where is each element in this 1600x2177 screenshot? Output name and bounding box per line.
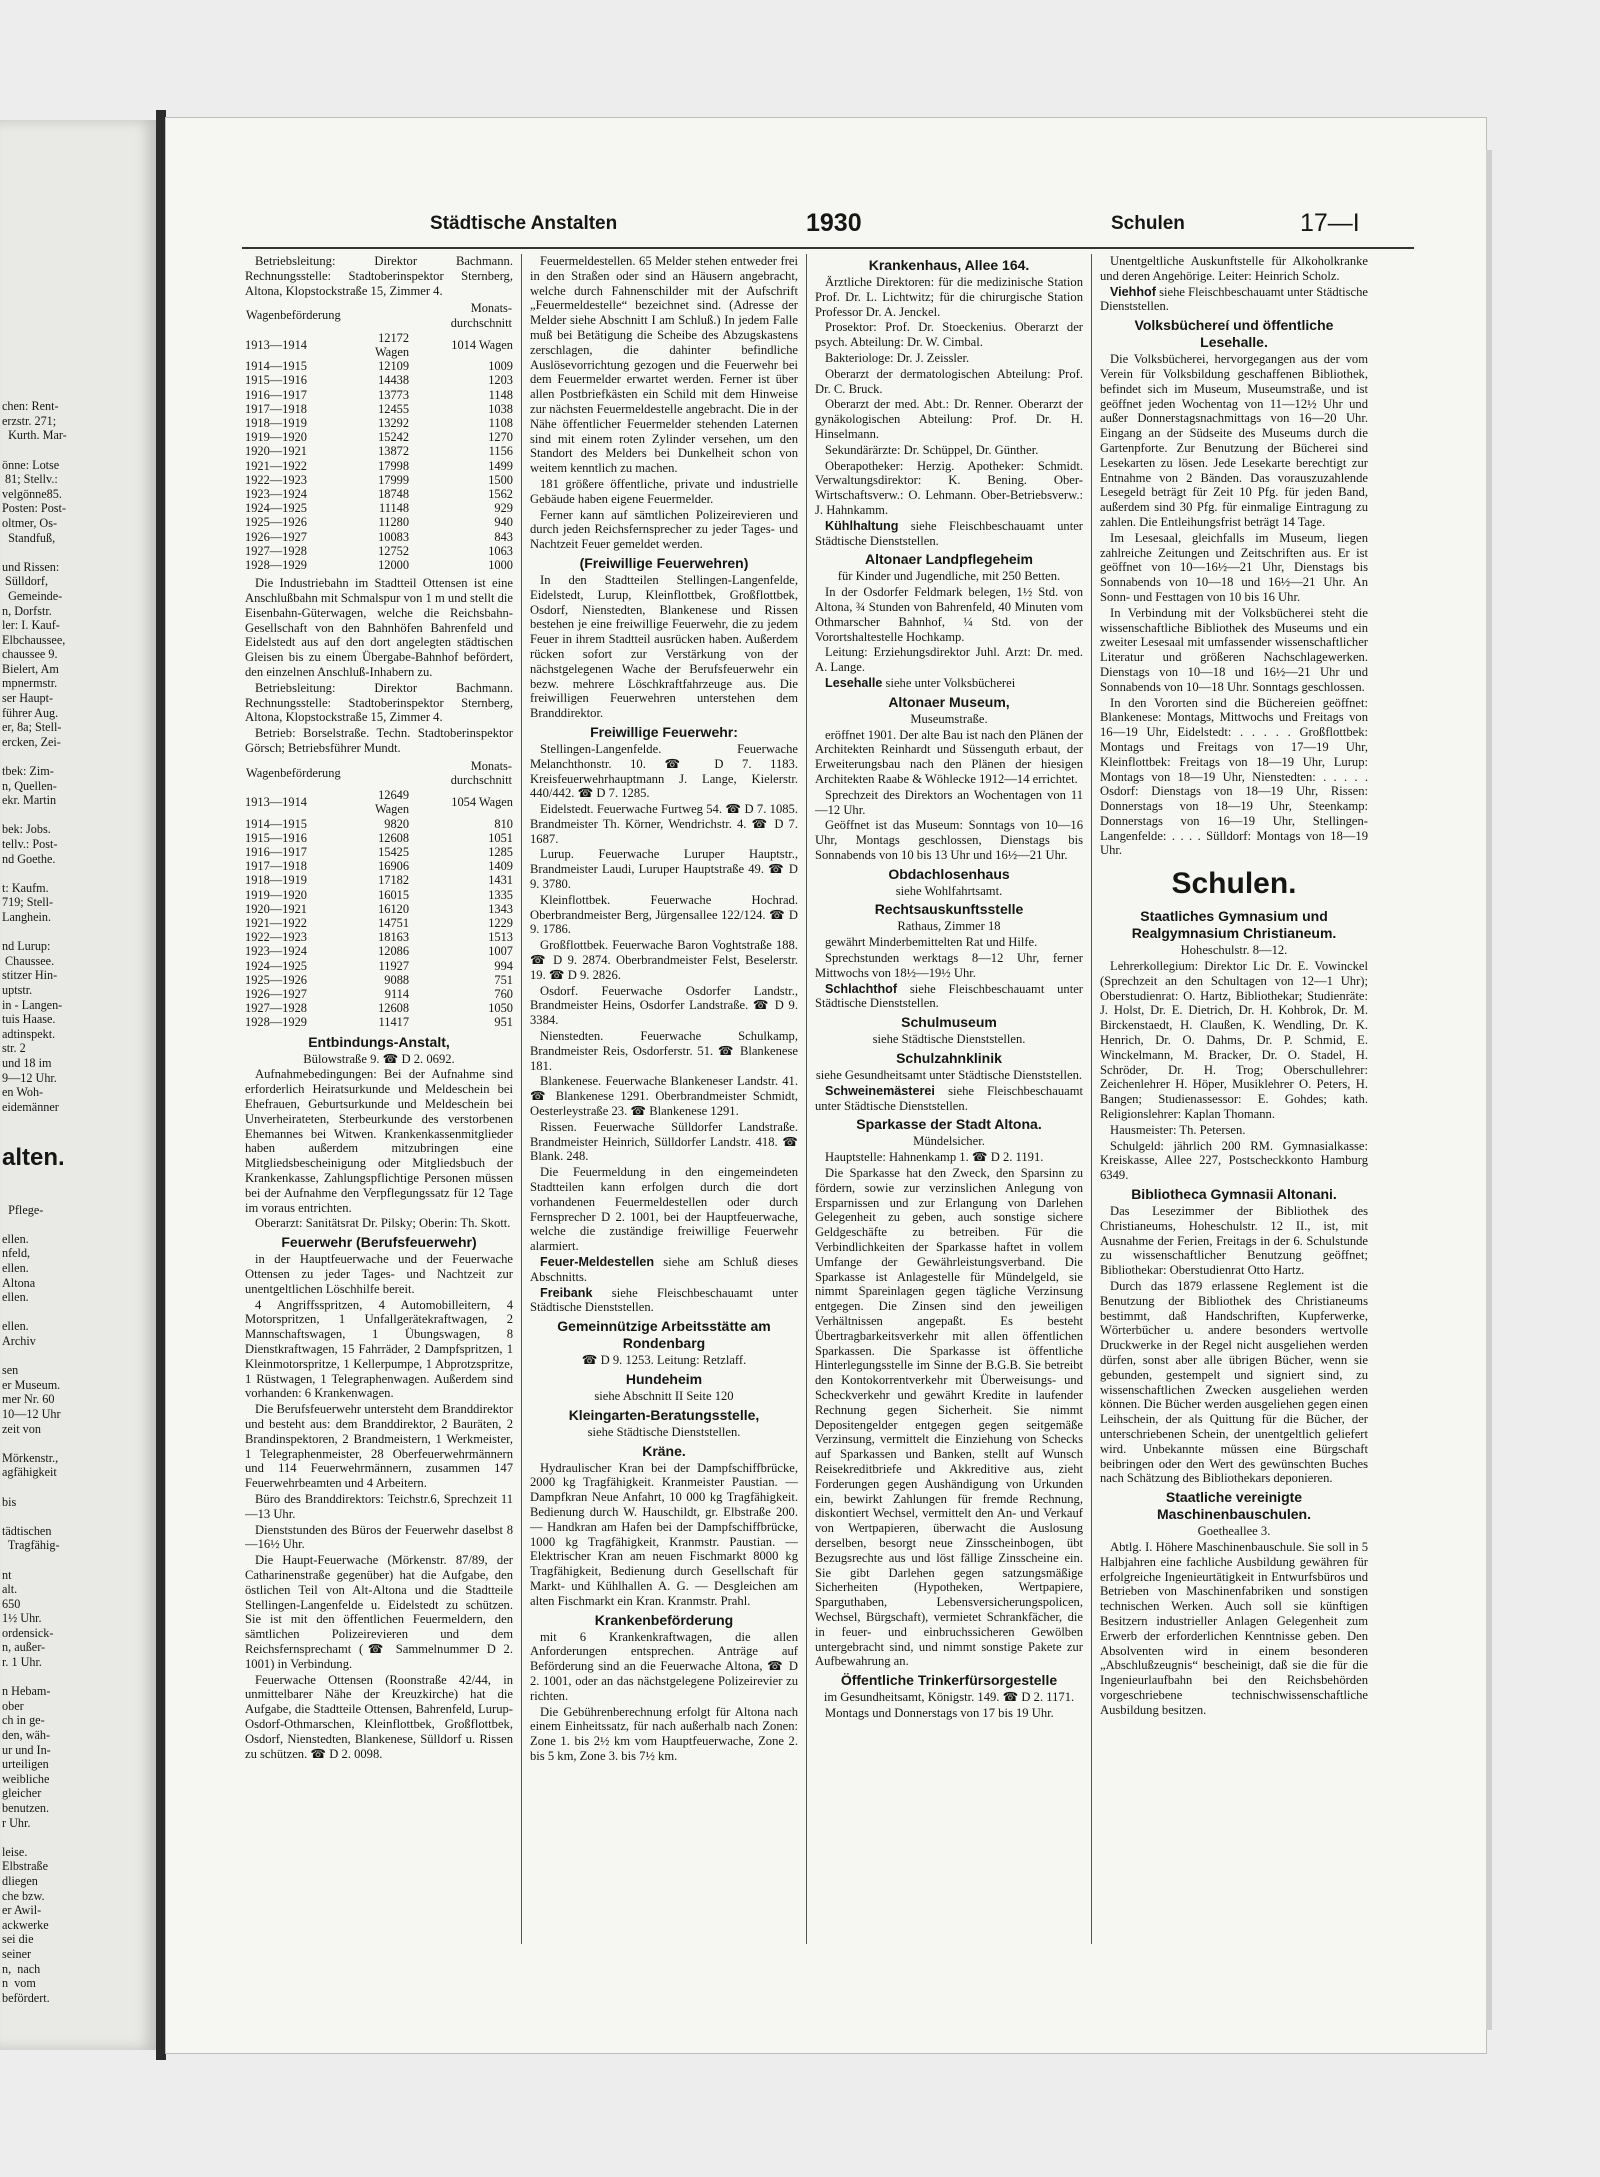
wagon-table-1-average: 1014 Wagen: [451, 337, 513, 352]
wagon-table-1-period: 1917—1918: [245, 401, 307, 416]
feuer-meldestellen-entry: [530, 1255, 798, 1285]
table-row: [245, 987, 513, 1001]
wagon-table-1-period: 1924—1925: [245, 501, 307, 516]
page-edge: [1486, 150, 1492, 2030]
rechtsauskunft-address: Rathaus, Zimmer 18: [897, 919, 1001, 934]
wagon-table-1-period: 1926—1927: [245, 529, 307, 544]
table-row: [245, 373, 513, 387]
wagon-table-1-average: 1270: [488, 430, 513, 445]
col2-p3: Ferner kann auf sämtlichen Polizeirevieren und durch jeden Reichsfernsprecher zu jeder Tages- und Nachtzeit Feuer gemeldet werden.: [530, 507, 798, 552]
col3-p18: Montags und Donnerstags von 17 bis 19 Uhr.: [825, 1705, 1054, 1720]
column-2: [530, 254, 798, 1944]
col1-p9: Büro des Branddirektors: Teichstr.6, Sprechzeit 11—13 Uhr.: [245, 1491, 513, 1521]
wagon-table-2-period: 1913—1914: [245, 795, 307, 810]
freibank-text: siehe Fleischbeschauamt unter Städtische Dienststellen.: [530, 1285, 798, 1315]
col1-p2: Betriebsleitung: Direktor Bachmann. Rechnungsstelle: Stadtoberinspektor Sternberg, Altona, Klopstockstraße 15, Zimmer 4.: [245, 680, 513, 725]
wagon-table-2-average: 760: [494, 987, 513, 1002]
col1-p3: Betrieb: Borselstraße. Techn. Stadtoberinspektor Görsch; Betriebsführer Mundt.: [245, 726, 513, 756]
heading-schweinemaesterei: Schweinemästerei: [825, 1083, 935, 1098]
wagon-table-2-period: 1927—1928: [245, 1001, 307, 1016]
wagon-table-1-period: 1922—1923: [245, 472, 307, 487]
wagon-table-1: [245, 300, 513, 572]
wagon-table-1-average: 1148: [488, 387, 513, 402]
table-row: [245, 558, 513, 572]
wagon-table-1-average: 1562: [488, 487, 513, 502]
col3-p15: Hauptstelle: Hahnenkamp 1. ☎ D 2. 1191.: [825, 1150, 1044, 1165]
wagon-table-2-total: 16906: [378, 859, 410, 874]
wagon-table-2-period: 1920—1921: [245, 901, 307, 916]
col1-p4: Aufnahmebedingungen: Bei der Aufnahme sind erforderlich Heiratsurkunde und Meldeschein bei Ehefrauen, Geburtsurkunde und Meldeschein bei Unverheirateten, Sterbeurkunde des verstorbenen Ehemannes bei Witwen. Krankenkassenmitglieder haben außerdem mitzubringen eine Mitgliedsbescheinigung oder Mitgliedsbuch der Krankenkasse, Zahlungspflichtige Personen müssen bei der Aufnahme den Verpflegungssatz für 12 Tage im voraus entrichten.: [245, 1067, 513, 1215]
heading-entbindung: Entbindungs-Anstalt,: [308, 1033, 450, 1050]
wagon-table-1-average: 1500: [488, 472, 513, 487]
wagon-table-2-period: 1917—1918: [245, 859, 307, 874]
wagon-table-2-average: 994: [494, 958, 513, 973]
column-separator-3: [1091, 254, 1092, 1944]
wagon-table-2-average: 1409: [488, 859, 513, 874]
wagon-table-1-total: 18748: [378, 487, 410, 502]
col1-p12: Feuerwache Ottensen (Roonstraße 42/44, in unmittelbarer Nähe der Kreuzkirche) hat die Aufgabe, die Stadtteile Ottensen, Bahrenfeld, Lurup-Osdorf-Othmarschen, Kleinflottbek, Großflottbek, Osdorf, Nienstedten, Blankenese, Sülldorf u. Rissen zu schützen. ☎ D 2. 0098.: [245, 1672, 513, 1761]
wagon-table-2-period: 1928—1929: [245, 1015, 307, 1030]
heading-volksbuecherei: Volksbüchereí und öffentliche Lesehalle.: [1134, 317, 1334, 351]
col3-p2: Prosektor: Prof. Dr. Stoeckenius. Oberarzt der psych. Abteilung: Dr. W. Cimbal.: [815, 320, 1083, 350]
col3-p16: Die Sparkasse hat den Zweck, den Sparsinn zu fördern, sowie zur verzinslichen Anlegung von Ersparnissen und zur Erlangung von Darlehen Gelegenheit zu geben, auch sonstige sichere Geldgeschäfte zu betreiben. Für die Verbindlichkeiten der Sparkasse haftet in vollem Umfange der Gewährleistungsverband. Die Sparkasse ist Anlagestelle für Mündelgeld, sie nimmt Spareinlagen gegen tägliche Verzinsung entgegen. Die Zinsen sind den jeweiligen Verhältnissen angepaßt. Es besteht Übertragbarkeitsverkehr mit allen öffentlichen Sparkassen. Die Sparkasse ist öffentliche Hinterlegungsstelle im Sinne der B.G.B. Sie betreibt den Kontokorrentverkehr mit Überweisungs- und Scheckverkehr und gewährt Kredite in laufender Rechnung gegen Sicherheit. Sie nimmt Depositengelder entgegen gegen seitgemäße Verzinsung, vermittelt die Einziehung von Schecks auf Sparkassen und Banken, stellt auf Wunsch Reisekreditbriefe und Akkreditive aus, zieht Forderungen gegen Aushändigung von Urkunden ein, bewirkt Zahlungen für fremde Rechnung, diskontiert Wechsel, vermittelt den An- und Verkauf von Wertpapieren, überwacht die Auslosung derselben, besorgt neue Zinsscheinbogen, übt Bezugsrechte aus und löst fällige Zinsscheine ein. Sie gibt Darlehen gegen satzungsmäßige Sicherheiten (Hypotheken, Wertpapiere, Sparguthaben, Lebensversicherungspolicen, Wechsel, Bürgschaft), vermietet Schrankfächer, die in feuer- und einbruchssicheren Gewölben untergebracht sind, und nimmt sonstige Pakete zur Aufbewahrung an.: [815, 1166, 1083, 1669]
heading-rechtsauskunft: Rechtsauskunftsstelle: [874, 901, 1024, 918]
heading-viehhof: Viehhof: [1110, 284, 1156, 299]
entbindung-address: Bülowstraße 9. ☎ D 2. 0692.: [303, 1051, 455, 1066]
heading-krankenhaus: Krankenhaus, Allee 164.: [868, 257, 1030, 273]
wagon-table-1-total: 11148: [379, 501, 410, 516]
table-row: [245, 831, 513, 845]
col3-p12: Geöffnet ist das Museum: Sonntags von 10—16 Uhr, Montags geschlossen, Dienstags bis Sonnabends von 10 bis 13 Uhr und 16½—21 Uhr.: [815, 818, 1083, 862]
wagon-table-1-average: 1009: [488, 359, 513, 374]
wagon-table-2-period: 1914—1915: [245, 816, 307, 831]
wagon-table-2-period: 1919—1920: [245, 887, 307, 902]
hundeheim-text: siehe Abschnitt II Seite 120: [594, 1388, 734, 1403]
running-header: [430, 209, 1410, 241]
wagon-table-2-average: 1051: [488, 830, 513, 845]
viehhof-entry: [1100, 285, 1368, 315]
heading-maschinenbauschulen: Staatliche vereinigte Maschinenbauschulen.: [1156, 1489, 1312, 1523]
table-row: [245, 430, 513, 444]
schlachthof-entry: [815, 982, 1083, 1012]
table-row: [245, 944, 513, 958]
wagon-table-2-period: 1916—1917: [245, 845, 307, 860]
col2-p16: mit 6 Krankenkraftwagen, die allen Anforderungen entsprechen. Anträge auf Beförderung sind an die Feuerwache Altona, ☎ D 2. 1001, oder an das nächstgelegene Polizeirevier zu richten.: [530, 1629, 798, 1703]
col4-p10: Durch das 1879 erlassene Reglement ist die Benutzung der Bibliothek des Christianeums bestimmt, daß Handschriften, Kupferwerke, Wörterbücher u. andere besonders wertvolle Druckwerke in der Regel nicht ausgeliehen werden dürfen, sonst aber alle übrigen Bücher, wenn sie gebunden, gestempelt und signiert sind, zu wissenschaftlichen Zwecken ausgeliehen werden können. Die Bücher werden ausgeliehen gegen einen Leihschein, der als Quittung für die Bücher, der unterschriebenen Schein, der unentgeltlich geliefert wird. Unbekannte müssen eine Bürgschaft beibringen oder den Wert des gewünschten Buches nach Schätzung des Bibliothekars deponieren.: [1100, 1279, 1368, 1486]
col4-p7: Hausmeister: Th. Petersen.: [1110, 1122, 1246, 1137]
col3-p3: Bakteriologe: Dr. J. Zeissler.: [825, 350, 970, 365]
col2-p6: Eidelstedt. Feuerwache Furtweg 54. ☎ D 7. 1085. Brandmeister Th. Körner, Wendrichstr. 4. ☎ D 7. 1687.: [530, 802, 798, 846]
wagon-table-1-head-avg: Monats-durchschnitt: [450, 301, 512, 330]
col1-p11: Die Haupt-Feuerwache (Mörkenstr. 87/89, der Catharinenstraße gegenüber) hat die Aufgabe, den östlichen Teil von Alt-Altona und die Stadtteile Stellingen-Langenfelde u. Eidelstedt zu schützen. Sie ist mit den öffentlichen Feuermeldern, den sämtlichen Polizeirevieren und dem Reichsfernsprechamt (☎ Sammelnummer D 2. 1001) in Verbindung.: [245, 1553, 513, 1671]
table-row: [245, 873, 513, 887]
wagon-table-2-average: 1343: [488, 901, 513, 916]
table-row: [245, 859, 513, 873]
table-row: [245, 544, 513, 558]
heading-landpflegeheim: Altonaer Landpflegeheim: [864, 551, 1034, 568]
column-separator-2: [806, 254, 807, 1944]
table-row: [245, 388, 513, 402]
heading-krankenbefoerderung: Krankenbeförderung: [594, 1611, 734, 1628]
wagon-table-2-total: 12608: [378, 830, 410, 845]
wagon-table-2-average: 1513: [488, 930, 513, 945]
heading-kraene: Kräne.: [642, 1442, 686, 1459]
wagon-table-2-average: 1335: [488, 887, 513, 902]
col4-p9: Das Lesezimmer der Bibliothek des Christianeums, Hoheschulstr. 12 II., ist, mit Ausnahme der Ferien, Freitags in der 6. Schulstunde zu wissenschaftlicher Benutzung geöffnet; Bibliothekar: Oberstudienrat Otto Hartz.: [1100, 1204, 1368, 1278]
col4-p11: Abtlg. I. Höhere Maschinenbauschule. Sie soll in 5 Halbjahren eine fachliche Ausbildung gewähren für erfolgreiche Ingenieurtätigkeit in Entwurfsbüros und Betrieben von Maschinenfabriken und sonstigen technischen Werken. Auch soll sie künftigen Besitzern industrieller Anlagen Gelegenheit zum Erwerb der erforderlichen Kenntnisse geben. Den Absolventen wird in einem besonderen „Abschlußzeugnis“ bescheinigt, daß sie die für die Ingenieurlaufbahn bei den Reichsbehörden vorgeschriebene technischwissenschaftliche Ausbildung besitzen.: [1100, 1539, 1368, 1717]
table-row: [245, 459, 513, 473]
wagon-table-1-period: 1927—1928: [245, 543, 307, 558]
wagon-table-2-total: 18163: [378, 930, 410, 945]
wagon-table-1-average: 1038: [488, 401, 513, 416]
wagon-table-2: [245, 758, 513, 1030]
lesehalle-text: siehe unter Volksbücherei: [882, 675, 1016, 690]
header-section-right: Schulen: [1111, 213, 1185, 234]
col2-p2: 181 größere öffentliche, private und industrielle Gebäude haben eigene Feuermelder.: [530, 476, 798, 506]
col3-p8: In der Osdorfer Feldmark belegen, 1½ Std. von Altona, ¾ Stunden von Bahrenfeld, 40 Minuten vom Othmarscher Bahnhof, ¼ Std. von der Vorortshaltestelle Hochkamp.: [815, 585, 1083, 644]
wagon-table-2-total: 12608: [378, 1001, 410, 1016]
heading-schlachthof: Schlachthof: [825, 981, 898, 996]
wagon-table-2-average: 1285: [488, 845, 513, 860]
landpflegeheim-sub: für Kinder und Jugendliche, mit 250 Betten.: [837, 569, 1061, 584]
wagon-table-2-total: 9088: [384, 972, 410, 987]
wagon-table-2-average: 751: [494, 972, 513, 987]
facing-heading: alten.: [2, 1144, 65, 1172]
freibank-entry: [530, 1286, 798, 1316]
col1-p6: in der Hauptfeuerwache und der Feuerwache Ottensen zu jeder Tages- und Nachtzeit zur unentgeltlichen Löschhilfe bereit.: [245, 1252, 513, 1296]
table-row: [245, 1001, 513, 1015]
wagon-table-1-period: 1914—1915: [245, 359, 307, 374]
table-row: [245, 444, 513, 458]
wagon-table-1-total: 13292: [378, 416, 410, 431]
heading-kleingarten: Kleingarten-Beratungsstelle,: [568, 1406, 760, 1423]
table-row: [245, 530, 513, 544]
wagon-table-1-period: 1925—1926: [245, 515, 307, 530]
table-row: [245, 817, 513, 831]
header-rule: [242, 247, 1414, 249]
wagon-table-2-total: 16015: [378, 887, 410, 902]
wagon-table-1-period: 1918—1919: [245, 416, 307, 431]
table-row: [245, 888, 513, 902]
column-1: [245, 254, 513, 1944]
col4-p5: In den Vororten sind die Büchereien geöffnet: Blankenese: Montags, Mittwochs und Freitags von 16—19 Uhr, Eidelstedt: . . . . . Großflottbek: Montags und Freitags von 17—19 Uhr, Kleinflottbek: Freitags von 18—19 Uhr, Lurup: Montags von 18—19 Uhr, Nienstedten: . . . . . Osdorf: Dienstags von 18—19 Uhr, Rissen: Donnerstags von 18—19 Uhr, Steenkamp: Donnerstags von 16—19 Uhr, Stellingen-Langenfelde: . . . . Sülldorf: Montags von 18—19 Uhr.: [1100, 695, 1368, 858]
col2-p14: Die Feuermeldung in den eingemeindeten Stadtteilen kann erfolgen durch die dort vorhandenen Feuermeldestellen oder durch Fernsprecher D 2. 1001, bei der Hauptfeuerwache, welche die zuständige freiwillige Feuerwehr alarmiert.: [530, 1165, 798, 1254]
wagon-table-1-head: Wagenbeförderung: [246, 308, 341, 323]
table-row: [245, 788, 513, 816]
wagon-table-1-total: 17998: [378, 458, 410, 473]
wagon-table-1-period: 1913—1914: [245, 337, 307, 352]
wagon-table-2-total: 17182: [378, 873, 410, 888]
sparkasse-sub: Mündelsicher.: [913, 1134, 985, 1149]
wagon-table-2-period: 1918—1919: [245, 873, 307, 888]
wagon-table-1-total: 12000: [378, 558, 410, 573]
wagon-table-1-period: 1928—1929: [245, 558, 307, 573]
wagon-table-1-average: 940: [494, 515, 513, 530]
col4-p6: Lehrerkollegium: Direktor Lic Dr. E. Vowinckel (Sprechzeit an den Schultagen von 12—1 Uhr); Oberstudienrat: O. Hartz, Bibliothekar; Studienräte: J. Holst, Dr. E. Dietrich, Dr. H. Kohbrok, Dr. M. Birckenstaedt, H. Claußen, K. Wendling, Dr. K. Henrich, Dr. O. Dahms, Dr. P. Schmid, E. Winckelmann, M. Bracker, Dr. O. Stadel, H. Schröder, Dr. H. Trog; Oberschullehrer: Zeichenlehrer H. Höper, Musiklehrer O. Peters, H. Bangen; Studienassessor: E. Gohdes; kath. Religionslehrer: Kaplan Thomann.: [1100, 959, 1368, 1122]
col3-p14: Sprechstunden werktags 8—12 Uhr, ferner Mittwochs von 18½—19½ Uhr.: [815, 951, 1083, 980]
column-3: [815, 254, 1083, 1944]
col2-p1: Feuermeldestellen. 65 Melder stehen entweder frei in den Straßen oder sind an Häusern angebracht, welche durch Fahnenschilder mit der Aufschrift „Feuermeldestelle“ bezeichnet sind. (Adresse der Melder siehe Abschnitt I am Schluß.) In jedem Falle muß bei Betätigung die Scheibe des Abzugskastens zerschlagen, die dahinter befindliche Auslösevorrichtung gezogen und die Feuerwehr bei dem Feuermelder erwartet werden. Ferner ist über allen Postbriefkästen ein Schild mit dem Hinweise zur nächsten Feuermeldestelle angebracht. Die in der Nähe öffentlicher Feuermelder stehenden Laternen sind mit einem roten Zylinder versehen, um den Standort des Melders bei Dunkelheit schon von weitem kenntlich zu machen.: [530, 254, 798, 476]
wagon-table-1-total: 12172 Wagen: [374, 330, 410, 359]
wagon-table-2-total: 9820: [384, 816, 410, 831]
heading-feuerwehr: Feuerwehr (Berufsfeuerwehr): [281, 1234, 477, 1251]
wagon-table-1-total: 10083: [378, 529, 410, 544]
header-section-left: Städtische Anstalten: [430, 213, 618, 234]
heading-trinkerfuersorge: Öffentliche Trinkerfürsorgestelle: [840, 1672, 1058, 1689]
table-row: [245, 359, 513, 373]
wagon-table-1-average: 1063: [488, 543, 513, 558]
heading-bibliotheca: Bibliotheca Gymnasii Altonani.: [1131, 1186, 1337, 1203]
heading-obdachlosenhaus: Obdachlosenhaus: [888, 865, 1010, 882]
wagon-table-1-period: 1916—1917: [245, 387, 307, 402]
wagon-table-1-period: 1915—1916: [245, 373, 307, 388]
col4-p8: Schulgeld: jährlich 200 RM. Gymnasialkasse: Kreiskasse, Allee 227, Postscheckkonto Hamburg 6349.: [1100, 1138, 1368, 1183]
wagon-table-1-average: 1108: [488, 416, 513, 431]
schweinemaesterei-text: siehe Fleischbeschauamt unter Städtische Dienststellen.: [815, 1083, 1083, 1113]
gymnasium-address: Hoheschulstr. 8—12.: [1180, 943, 1288, 958]
col3-p13: gewährt Minderbemittelten Rat und Hilfe.: [825, 935, 1038, 950]
col1-p1: Die Industriebahn im Stadtteil Ottensen ist eine Anschlußbahn mit Schmalspur von 1 m und stellt die Eisenbahn-Güterwagen, welche die Reichsbahn-Gesellschaft von den Bahnhöfen Bahrenfeld und Eidelstedt aus auf den dort angelegten städtischen Gleisen bis zu einem Übergabe-Bahnhof befördert, den einzelnen Anschluß-Inhabern zu.: [245, 576, 513, 680]
col3-p9: Leitung: Erziehungsdirektor Juhl. Arzt: Dr. med. A. Lange.: [815, 645, 1083, 675]
wagon-table-2-total: 11927: [378, 958, 410, 973]
heading-freiwillige: (Freiwillige Feuerwehren): [579, 554, 749, 571]
col2-p7: Lurup. Feuerwache Luruper Hauptstr., Brandmeister Laudi, Luruper Hauptstraße 49. ☎ D 9. 3780.: [530, 847, 798, 892]
col1-p5: Oberarzt: Sanitätsrat Dr. Pilsky; Oberin: Th. Skott.: [255, 1216, 511, 1231]
wagon-table-2-period: 1915—1916: [245, 830, 307, 845]
col1-intro: Betriebsleitung: Direktor Bachmann. Rechnungsstelle: Stadtoberinspektor Sternberg, Altona, Klopstockstraße 15, Zimmer 4.: [245, 254, 513, 298]
col4-p1: Unentgeltliche Auskunftstelle für Alkoholkranke und deren Angehörige. Leiter: Heinrich Scholz.: [1100, 254, 1368, 283]
schlachthof-text: siehe Fleischbeschauamt unter Städtische Dienststellen.: [815, 981, 1083, 1011]
wagon-table-2-period: 1924—1925: [245, 958, 307, 973]
wagon-table-1-average: 1156: [488, 444, 513, 459]
table-row: [245, 487, 513, 501]
schweinemaesterei-entry: [815, 1084, 1083, 1114]
wagon-table-2-period: 1926—1927: [245, 987, 307, 1002]
wagon-table-2-period: 1925—1926: [245, 972, 307, 987]
kuehlhaltung-entry: [815, 519, 1083, 549]
col2-p9: Großflottbek. Feuerwache Baron Voghtstraße 188. ☎ D 9. 2874. Oberbrandmeister Felst, Beselerstr. 19. ☎ D 9. 2826.: [530, 938, 798, 982]
col3-p17: im Gesundheitsamt, Königstr. 149. ☎ D 2. 1171.: [823, 1690, 1075, 1705]
wagon-table-2-total: 12649 Wagen: [374, 788, 410, 817]
col2-p4: In den Stadtteilen Stellingen-Langenfelde, Eidelstedt, Lurup, Kleinflottbek, Großflottbek, Osdorf, Nienstedten, Blankenese und Rissen bestehen je eine freiwillige Feuerwehr, die zu jedem Feuer in ihrem Stadtteil ausrücken haben. Außerdem rücken sofort zur Verstärkung von der nächstgelegenen Wache der Berufsfeuerwehr ein bezw. mehrere Löschkraftfahrzeuge aus. Die freiwilligen Feuerwehren unterstehen dem Branddirektor.: [530, 572, 798, 721]
wagon-table-2-period: 1923—1924: [245, 944, 307, 959]
column-separator-1: [521, 254, 522, 1944]
col3-p5: Oberarzt der med. Abt.: Dr. Renner. Oberarzt der gynäkologischen Abteilung: Prof. Dr. H. Hinselmann.: [815, 397, 1083, 441]
col4-p2: Die Volksbücherei, hervorgegangen aus der vom Verein für Volksbildung geschaffenen Bibliothek, befindet sich im Museum, Museumstraße, und ist geöffnet jeden Wochentag von 11—12½ Uhr und außer Donnerstagsnachmittags von 16—20 Uhr. Eingang an der Südseite des Museums durch die Gartenpforte. Zur Benutzung der Bücherei sind Lesekarten zu lösen. Jede Lesekarte berechtigt zur Entnahme von 2 Bänden. Das vorauszuzahlende Lesegeld beträgt für Zeit 10 Pfg. für jeden Band, außerdem sind 30 Pfg. für einmalige Eintragung zu zahlen. Die Entleihungsfrist beträgt 14 Tage.: [1100, 352, 1368, 529]
schulzahnklinik-text: siehe Gesundheitsamt unter Städtische Dienststellen.: [815, 1068, 1083, 1083]
wagon-table-1-total: 14438: [378, 373, 410, 388]
facing-lines-1: chen: Rent- erzstr. 271; Kurth. Mar- önne: Lotse 81; Stellv.: velgönne85. Posten: Post- oltmer, Os- Standfuß, und Rissen: Sülldorf, Gemeinde- n, Dorfstr. ler: I. Kauf- Elbchaussee, chaussee 9. Bielert, Am mpnermstr. ser Haupt- führer Aug. er, 8a; Stell- ercken, Zei- tbek: Zim- n, Quellen- ekr. Martin bek: Jobs. tellv.: Post- nd Goethe. t: Kaufm. 719; Stell- Langhein. nd Lurup: Chaussee. stitzer Hin- uptstr. in - Langen- tuis Haase. adtinspekt. str. 2 und 18 im 9—12 Uhr. en Woh- eidemänner: [2, 399, 67, 1114]
table-row: [245, 331, 513, 359]
table-row: [245, 402, 513, 416]
col3-p10: eröffnet 1901. Der alte Bau ist nach den Plänen der Architekten Reinhardt und Süssenguth erbaut, der Erweiterungsbau nach den Plänen der hiesigen Architekten Raabe & Wöhlecke 1912—14 errichtet.: [815, 727, 1083, 786]
col3-p11: Sprechzeit des Direktors an Wochentagen von 11—12 Uhr.: [815, 787, 1083, 817]
table-row: [245, 501, 513, 515]
maschinenbau-address: Goetheallee 3.: [1197, 1524, 1271, 1539]
heading-freiwillige-2: Freiwillige Feuerwehr:: [590, 723, 738, 740]
table-row: [245, 515, 513, 529]
lesehalle-entry: [815, 676, 1083, 691]
table-row: [245, 473, 513, 487]
heading-schulen: Schulen.: [1171, 867, 1297, 901]
wagon-table-2-total: 11417: [378, 1015, 410, 1030]
arbeitsstaette-text: ☎ D 9. 1253. Leitung: Retzlaff.: [581, 1353, 747, 1368]
heading-schulmuseum: Schulmuseum: [901, 1014, 997, 1031]
facing-page: [0, 120, 160, 2050]
wagon-table-1-total: 12752: [378, 543, 410, 558]
header-year: 1930: [806, 209, 862, 237]
col2-p17: Die Gebührenberechnung erfolgt für Altona nach einem Einheitssatz, für nach außerhalb nach Zonen: Zone 1. bis 2½ km vom Hauptfeuerwache, Zone 2. bis 5 km, Zone 3. bis 7½ km.: [530, 1704, 798, 1763]
heading-lesehalle: Lesehalle: [825, 675, 883, 690]
wagon-table-2-total: 9114: [384, 987, 410, 1002]
wagon-table-1-total: 13872: [378, 444, 410, 459]
wagon-table-1-period: 1920—1921: [245, 444, 307, 459]
wagon-table-2-average: 1431: [488, 873, 513, 888]
facing-lines-2: Pflege- ellen. nfeld, ellen. Altona ellen. ellen. Archiv sen er Museum. mer Nr. 60 10—12 Uhr zeit von Mörkenstr., agfähigkeit bis tädtischen Tragfähig- nt alt. 650 1½ Uhr. ordensick- n, außer- r. 1 Uhr. n Hebam- ober ch in ge- den, wäh- ur und In- urteiligen weibliche gleicher benutzen. r Uhr. leise. Elbstraße dliegen che bzw. er Awil- ackwerke sei die seiner n, nach n vom befördert.: [2, 1202, 61, 2005]
col2-p13: Rissen. Feuerwache Sülldorfer Landstraße. Brandmeister Heinrich, Sülldorfer Landstr. 418. ☎ Blank. 248.: [530, 1119, 798, 1164]
wagon-table-1-average: 1499: [488, 458, 513, 473]
wagon-table-1-period: 1921—1922: [245, 458, 307, 473]
book-gutter: [156, 110, 166, 2060]
col3-p6: Sekundärärzte: Dr. Schüppel, Dr. Günther.: [825, 442, 1039, 457]
wagon-table-1-total: 11280: [378, 515, 410, 530]
wagon-table-2-average: 1054 Wagen: [451, 795, 513, 810]
wagon-table-1-total: 17999: [378, 472, 410, 487]
wagon-table-1-total: 12455: [378, 401, 410, 416]
wagon-table-1-average: 1203: [488, 373, 513, 388]
wagon-table-1-period: 1923—1924: [245, 487, 307, 502]
museum-sub: Museumstraße.: [910, 711, 988, 726]
heading-gymnasium: Staatliches Gymnasium und Realgymnasium Christianeum.: [1131, 908, 1337, 942]
heading-kuehlhaltung: Kühlhaltung: [825, 518, 899, 533]
wagon-table-2-total: 15425: [378, 845, 410, 860]
wagon-table-1-total: 15242: [378, 430, 410, 445]
column-4: [1100, 254, 1368, 1944]
wagon-table-1-average: 1000: [488, 558, 513, 573]
heading-hundeheim: Hundeheim: [625, 1370, 703, 1387]
wagon-table-2-average: 1050: [488, 1001, 513, 1016]
heading-feuer-meldestellen: Feuer-Meldestellen: [540, 1255, 655, 1269]
col4-p3: Im Lesesaal, gleichfalls im Museum, liegen zahlreiche Zeitungen und Zeitschriften aus. Er ist geöffnet von 10—16½—21 Uhr, Dienstags bis Sonnabends von 10—18 und 16½—21 Uhr. An Sonn- und Festtagen von 10 bis 16 Uhr.: [1100, 530, 1368, 604]
kuehlhaltung-text: siehe Fleischbeschauamt unter Städtische Dienststellen.: [815, 518, 1083, 548]
table-row: [245, 416, 513, 430]
col2-p8: Kleinflottbek. Feuerwache Hochrad. Oberbrandmeister Berg, Jürgensallee 122/124. ☎ D 9. 1786.: [530, 892, 798, 937]
col1-p10: Dienststunden des Büros der Feuerwehr daselbst 8—16½ Uhr.: [245, 1522, 513, 1552]
heading-schulzahnklinik: Schulzahnklinik: [896, 1050, 1002, 1067]
heading-sparkasse: Sparkasse der Stadt Altona.: [856, 1116, 1042, 1133]
heading-museum: Altonaer Museum,: [888, 693, 1010, 710]
col3-p7: Oberapotheker: Herzig. Apotheker: Schmidt. Verwaltungsdirektor: K. Bening. Ober-Wirtschaftsverw.: O. Lehmann. Ober-Betriebsverw.: J. Hahnkamm.: [815, 458, 1083, 517]
page-number: 17—I: [1300, 209, 1360, 237]
col2-p10: Osdorf. Feuerwache Osdorfer Landstr., Brandmeister Heins, Osdorfer Landstraße. ☎ D 9. 3384.: [530, 983, 798, 1028]
col1-p7: 4 Angriffsspritzen, 4 Automobilleitern, 4 Motorspritzen, 1 Unfallgerätekraftwagen, 2 Mannschaftswagen, 1 Übungswagen, 8 Dienstkraftwagen, 15 Fahrräder, 2 Dampfspritzen, 1 Kleinmotorspritze, 1 Kellerpumpe, 1 Abprotzspritze, 1 Rüstwagen, 1 Telegraphenwagen. Außerdem sind vorhanden: 6 Krankenwagen.: [245, 1297, 513, 1401]
wagon-table-2-period: 1921—1922: [245, 916, 307, 931]
col3-p4: Oberarzt der dermatologischen Abteilung: Prof. Dr. C. Bruck.: [815, 366, 1083, 396]
wagon-table-2-head-avg: Monats-durchschnitt: [450, 758, 512, 788]
wagon-table-2-average: 1007: [488, 944, 513, 959]
wagon-table-1-average: 843: [494, 529, 513, 544]
wagon-table-2-total: 14751: [378, 916, 410, 931]
wagon-table-1-total: 12109: [378, 359, 410, 374]
col4-p4: In Verbindung mit der Volksbücherei steht die wissenschaftliche Bibliothek des Museums und ein zweiter Lesesaal mit umfassender wissenschaftlicher Literatur und größeren Nachschlagewerken. Dienstags von 10—18 und 16½—21 Uhr und Sonnabends von 10—18 Uhr. Sonntags geschlossen.: [1100, 605, 1368, 694]
facing-page-text: [2, 370, 156, 2035]
table-row: [245, 845, 513, 859]
kleingarten-text: siehe Städtische Dienststellen.: [587, 1424, 741, 1439]
col2-p12: Blankenese. Feuerwache Blankeneser Landstr. 41. ☎ Blankenese 1291. Oberbrandmeister Schmidt, Oesterleystraße 23. ☎ Blankenese 1291.: [530, 1074, 798, 1119]
wagon-table-2-period: 1922—1923: [245, 930, 307, 945]
heading-arbeitsstaette: Gemeinnützige Arbeitsstätte am Rondenbarg: [557, 1318, 771, 1352]
schulmuseum-text: siehe Städtische Dienststellen.: [872, 1032, 1026, 1047]
wagon-table-2-total: 16120: [378, 901, 410, 916]
col3-p1: Ärztliche Direktoren: für die medizinische Station Prof. Dr. L. Lichtwitz; für die chirurgische Station Professor Dr. A. Jenckel.: [815, 275, 1083, 319]
heading-freibank: Freibank: [540, 1285, 593, 1300]
col1-p8: Die Berufsfeuerwehr untersteht dem Branddirektor und besteht aus: dem Branddirektor, 2 Bauräten, 2 Brandinspektoren, 2 Brandmeistern, 1 Werkmeister, 1 Telegraphenmeister, 28 Oberfeuerwehrmännern und 114 Feuerwehrmännern, zusammen 147 Feuerwehrbeamten und 4 Arbeitern.: [245, 1402, 513, 1491]
wagon-table-2-head: Wagenbeförderung: [246, 765, 341, 780]
table-row: [245, 902, 513, 916]
wagon-table-1-period: 1919—1920: [245, 430, 307, 445]
viehhof-text: siehe Fleischbeschauamt unter Städtische Dienststellen.: [1100, 284, 1368, 314]
table-row: [245, 916, 513, 930]
col2-p5: Stellingen-Langenfelde. Feuerwache Melanchthonstr. 10. ☎ D 7. 1183. Kreisfeuerwehrhauptmann J. Lange, Kielerstr. 440/442. ☎ D 7. 1285.: [530, 741, 798, 801]
wagon-table-1-total: 13773: [378, 387, 410, 402]
table-row: [245, 959, 513, 973]
wagon-table-1-average: 929: [494, 501, 513, 516]
wagon-table-2-average: 1229: [488, 916, 513, 931]
wagon-table-2-average: 810: [494, 816, 513, 831]
col2-p11: Nienstedten. Feuerwache Schulkamp, Brandmeister Reis, Osdorferstr. 51. ☎ Blankenese 181.: [530, 1029, 798, 1073]
table-row: [245, 973, 513, 987]
table-row: [245, 1015, 513, 1029]
wagon-table-2-total: 12086: [378, 944, 410, 959]
feuer-meldestellen-text: siehe am Schluß dieses Abschnitts.: [530, 1255, 798, 1284]
obdachlosenhaus-text: siehe Wohlfahrtsamt.: [895, 883, 1003, 898]
table-row: [245, 930, 513, 944]
col2-p15: Hydraulischer Kran bei der Dampfschiffbrücke, 2000 kg Tragfähigkeit. Kranmeister Paustian. — Dampfkran Neue Anfahrt, 10 000 kg Tragfähigkeit. Bedienung durch W. Hauschildt, gr. Elbstraße 200. — Handkran am Hafen bei der Dampfschiffbrücke, 1000 kg Tragfähigkeit, Kranmstr. Paustian. — Elektrischer Kran am neuen Fischmarkt 8000 kg Tragfähigkeit, Bedienung durch Gesellschaft für Markt- und Kühlhallen A. G. — Desgleichen am alten Fischmarkt ein Kran. Kranmstr. Prahl.: [530, 1460, 798, 1608]
wagon-table-2-average: 951: [494, 1015, 513, 1030]
